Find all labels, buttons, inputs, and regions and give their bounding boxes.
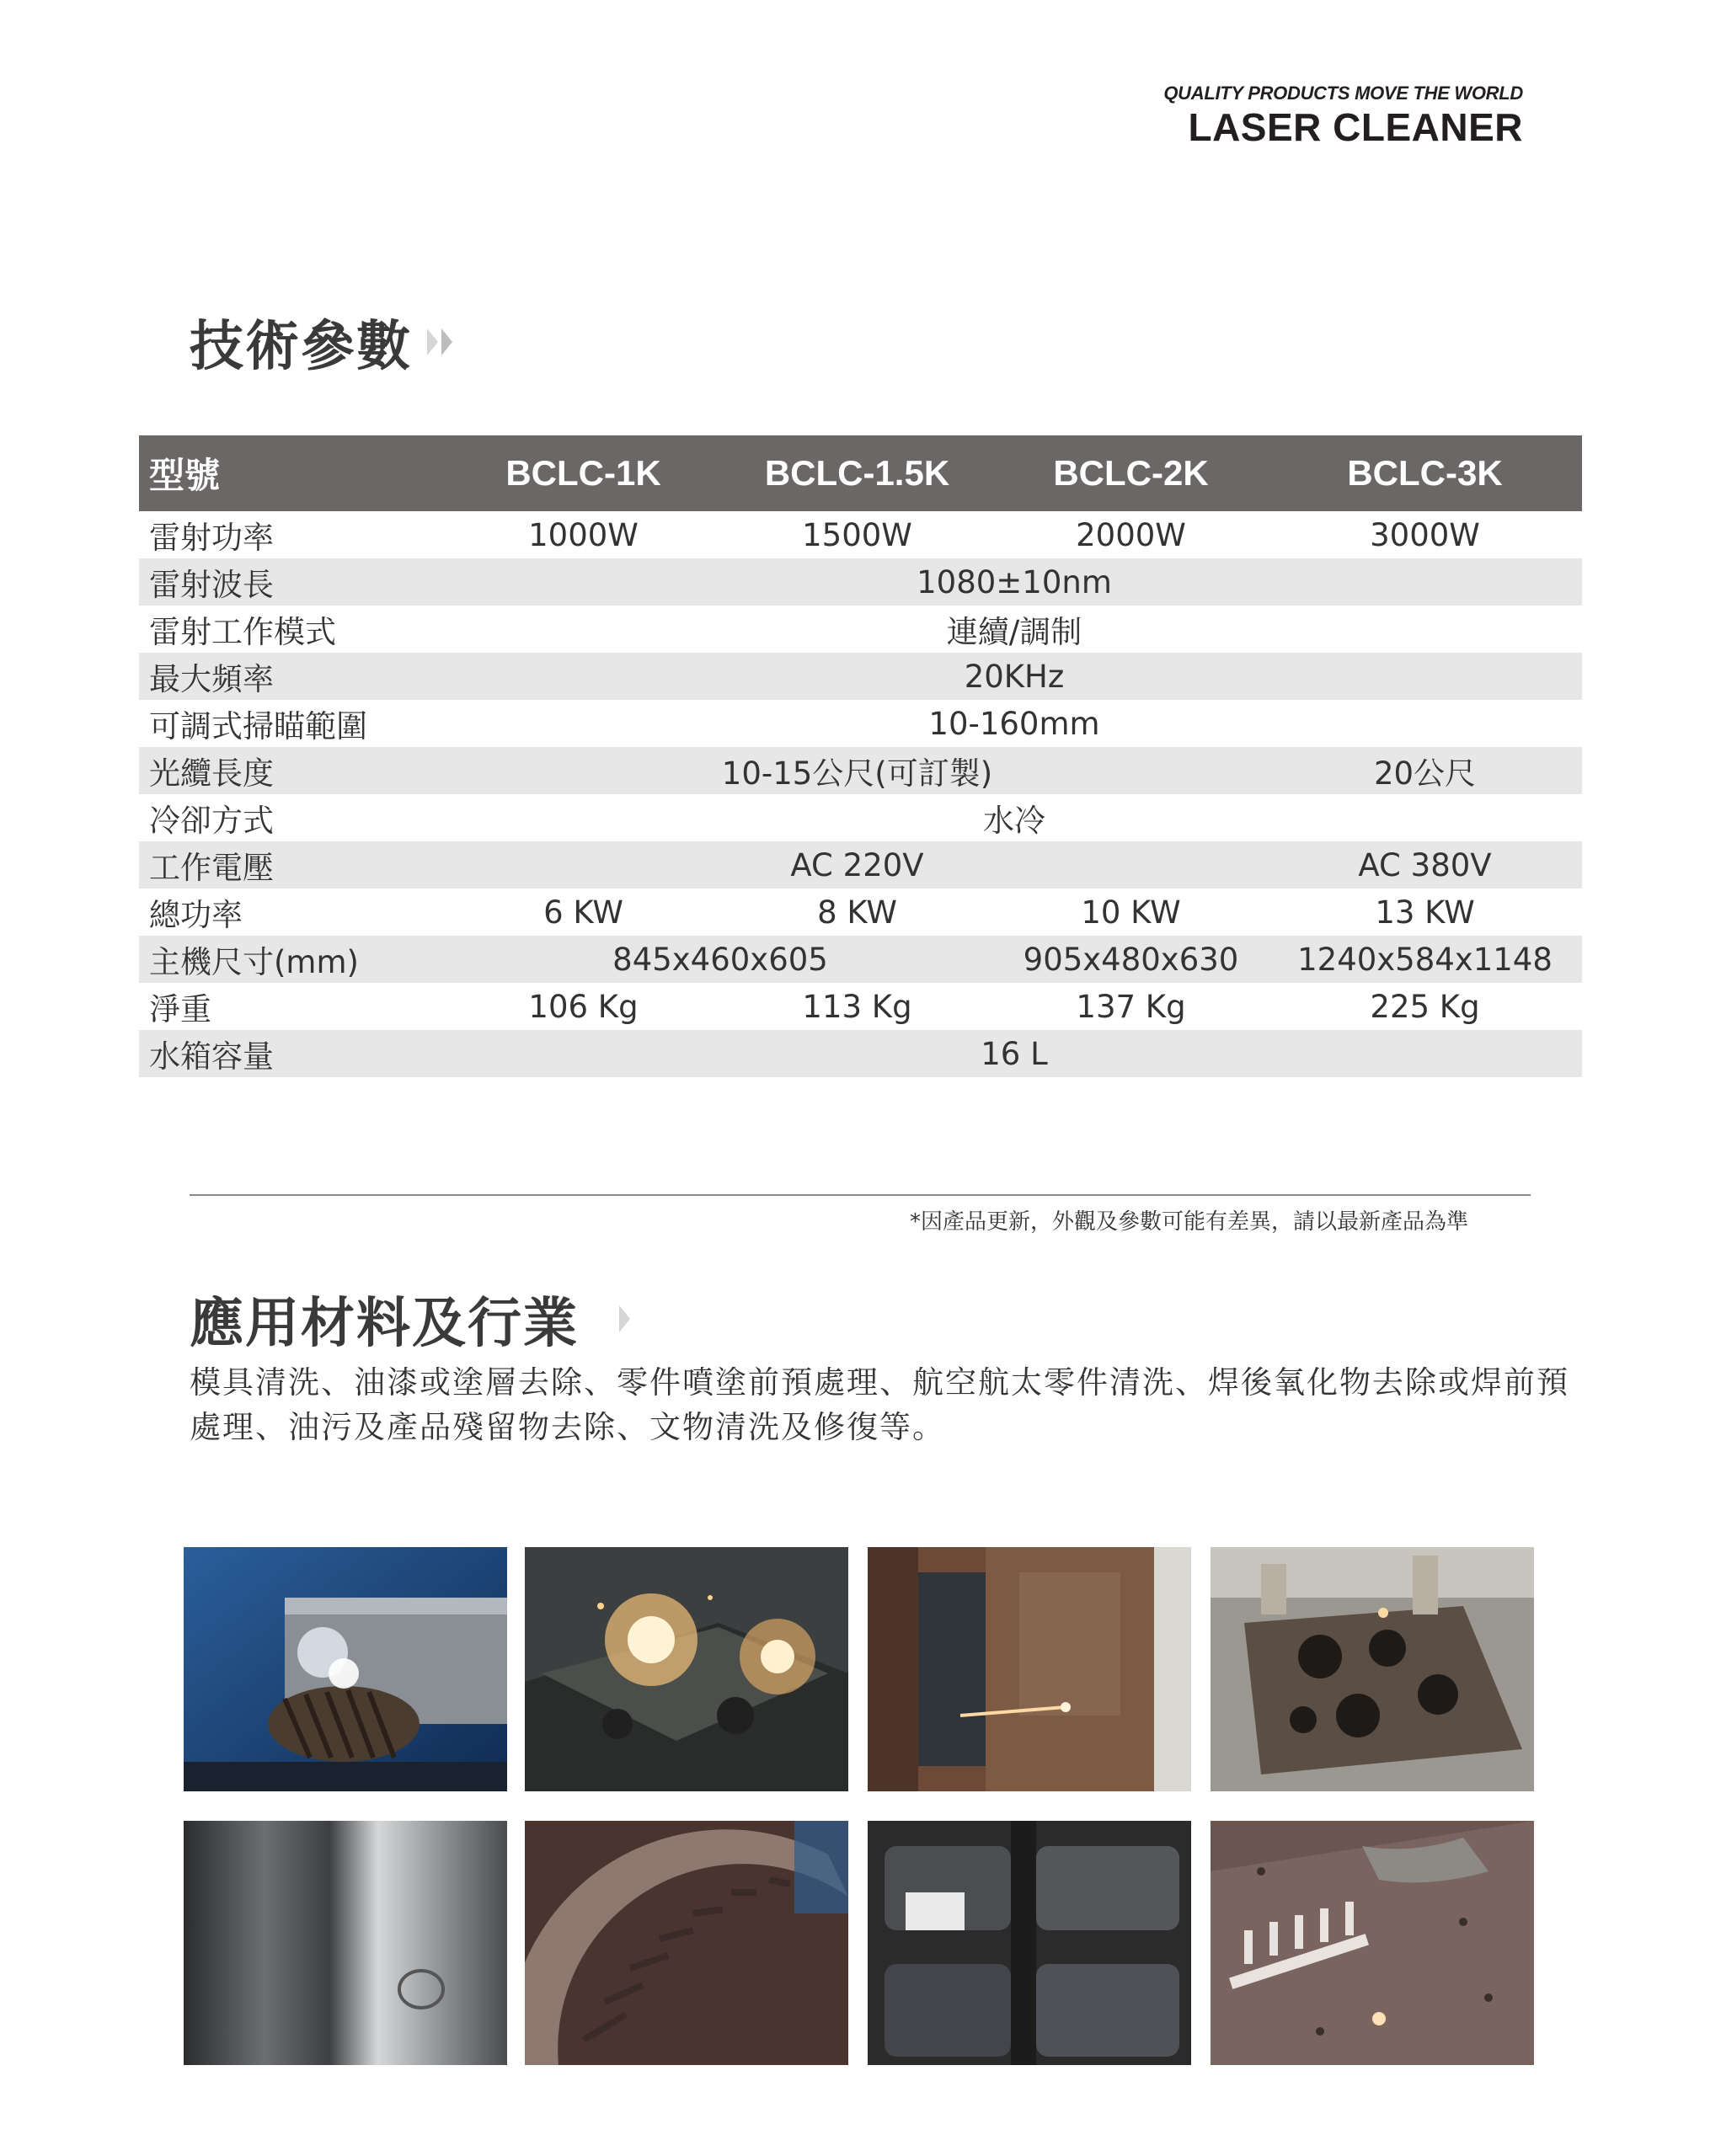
row-label: 最大頻率 [139,653,446,700]
cell: 連續/調制 [946,614,1082,650]
row-label: 雷射波長 [139,558,446,606]
photo-mold-cleaning [184,1547,507,1791]
application-title-text: 應用材料及行業 [190,1293,579,1355]
application-section-title [190,1280,630,1358]
cell: 1500W [802,516,912,553]
brand-title: LASER CLEANER [1188,105,1523,149]
table-row [139,558,1582,606]
arrow-icon [427,328,452,355]
photo-paint-removal [525,1547,848,1791]
table-row [139,747,1582,794]
tagline: QUALITY PRODUCTS MOVE THE WORLD [1163,83,1523,104]
table-row [139,700,1582,747]
cell: 10-15公尺(可訂製) [446,747,1268,794]
table-row [139,889,1582,936]
col-header-1k: BCLC-1K [446,435,720,511]
cell: 113 Kg [802,988,912,1025]
row-label: 雷射功率 [149,520,274,556]
cell: 225 Kg [1370,988,1480,1025]
row-label: 可調式掃瞄範圍 [149,708,367,744]
cell: 1000W [528,516,639,553]
spec-section-title [190,303,452,381]
cell: 16 L [446,1030,1582,1077]
cell: AC 220V [446,841,1268,889]
row-label: 工作電壓 [139,841,446,889]
spec-title-text: 技術參數 [190,316,412,378]
photo-pipe-cleaning [184,1821,507,2065]
cell: 1240x584x1148 [1268,936,1582,983]
cell: 137 Kg [1076,988,1186,1025]
row-label: 主機尺寸(mm) [139,936,446,983]
col-header-2k: BCLC-2K [994,435,1268,511]
photo-rust-removal [868,1547,1191,1791]
photo-part-cleaning [1211,1547,1534,1791]
cell: 845x460x605 [446,936,994,983]
table-row [139,1030,1582,1077]
table-row [139,794,1582,841]
cell: 2000W [1076,516,1186,553]
cell: 3000W [1370,516,1480,553]
col-header-1-5k: BCLC-1.5K [720,435,994,511]
row-label: 雷射工作模式 [149,614,336,650]
photo-aerospace-part [525,1821,848,2065]
spec-table [139,435,1582,1077]
cell: 10-160mm [928,705,1100,742]
cell: 1080±10nm [446,558,1582,606]
disclaimer-note: *因產品更新，外觀及參數可能有差異，請以最新產品為準 [909,1209,1468,1235]
table-row [139,606,1582,653]
arrow-icon [619,1305,630,1332]
cell: 6 KW [543,894,623,931]
table-row [139,653,1582,700]
spec-table-header [139,435,1582,511]
cell: 20KHz [446,653,1582,700]
cell: 13 KW [1375,894,1475,931]
photo-weld-cleaning [1211,1821,1534,2065]
table-row [139,936,1582,983]
table-row [139,983,1582,1030]
cell: 905x480x630 [994,936,1268,983]
cell: 10 KW [1081,894,1181,931]
row-label: 光纜長度 [139,747,446,794]
col-header-model: 型號 [139,435,446,511]
cell: 106 Kg [528,988,639,1025]
cell: 20公尺 [1268,747,1582,794]
application-description: 模具清洗、油漆或塗層去除、零件噴塗前預處理、航空航太零件清洗、焊後氧化物去除或焊前預處理、油污及產品殘留物去除、文物清洗及修復等。 [190,1364,1569,1445]
col-header-3k: BCLC-3K [1268,435,1582,511]
table-row [139,511,1582,558]
divider [190,1194,1531,1196]
row-label: 冷卻方式 [149,803,274,839]
cell: 水冷 [983,803,1045,839]
row-label: 淨重 [149,991,211,1027]
table-row [139,841,1582,889]
cell: AC 380V [1268,841,1582,889]
row-label: 總功率 [149,897,243,933]
cell: 8 KW [817,894,897,931]
row-label: 水箱容量 [139,1030,446,1077]
photo-mold-surface [868,1821,1191,2065]
